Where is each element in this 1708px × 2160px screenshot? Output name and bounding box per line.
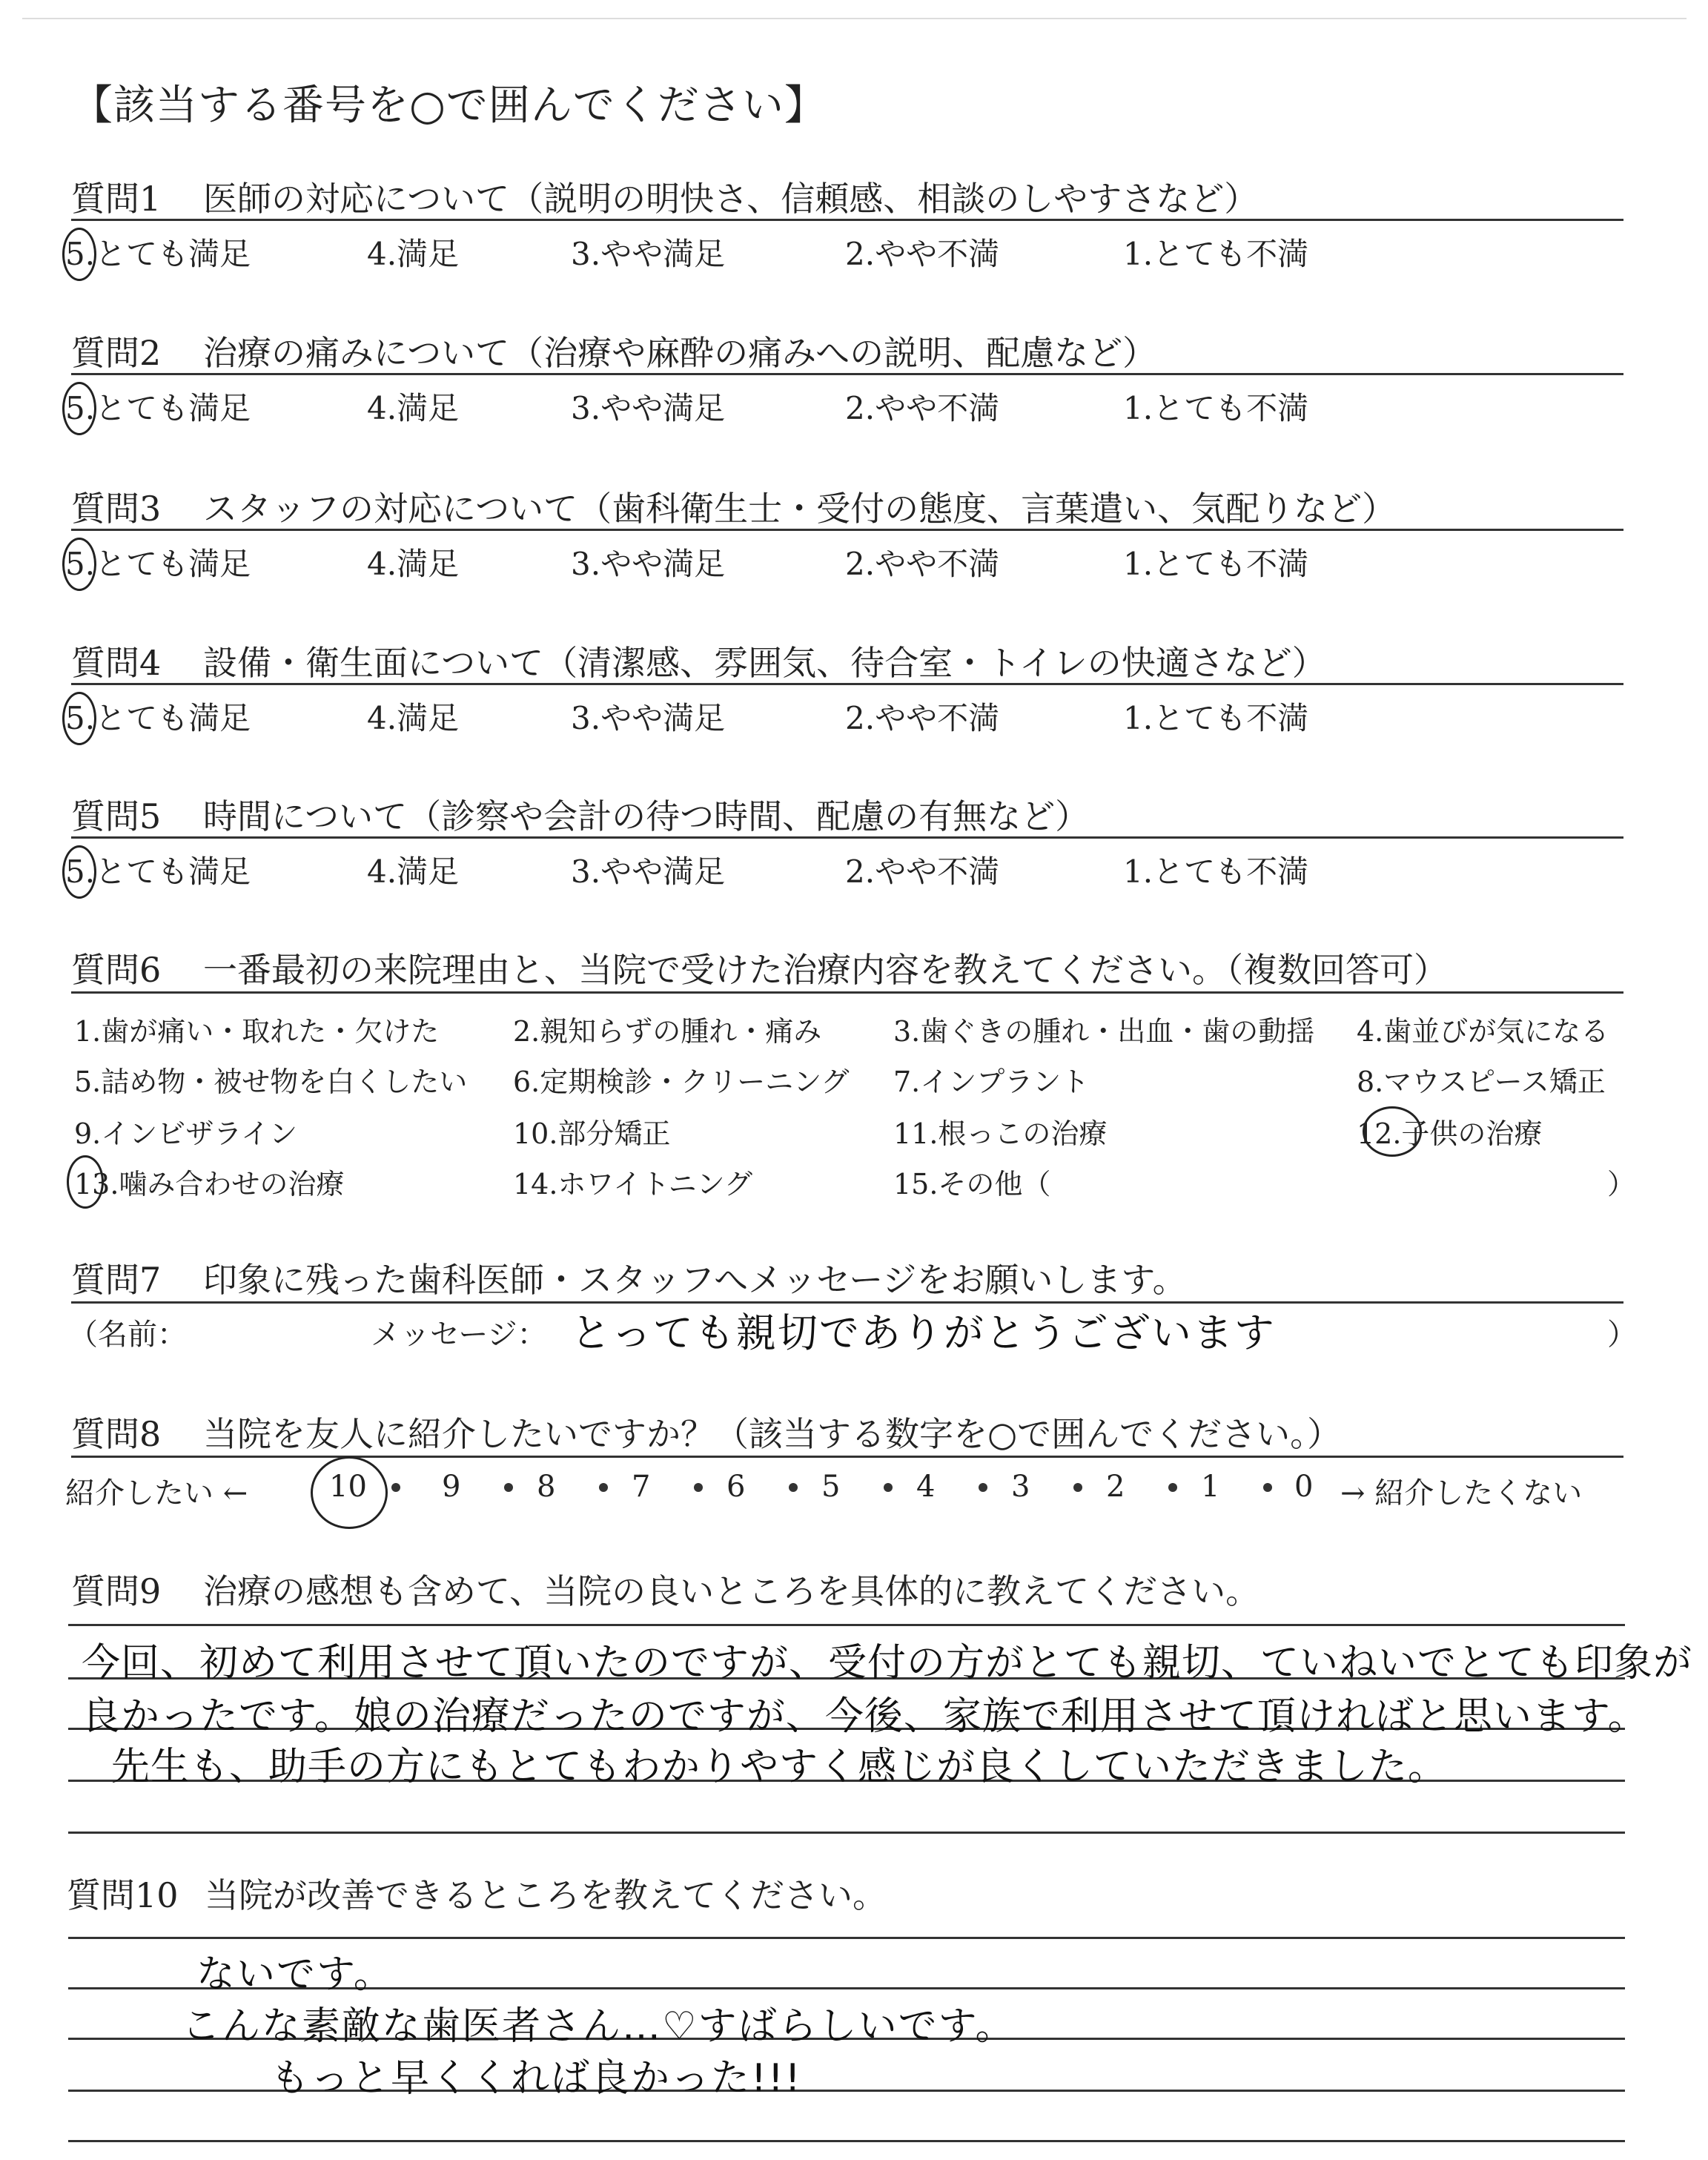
question-text: 当院を友人に紹介したいですか？（該当する数字を○で囲んでください。） [203,1414,1342,1454]
scale-dot [504,1483,513,1492]
scan-edge-line [22,18,1687,19]
selected-circle [62,538,96,591]
scale-number[interactable]: 9 [442,1470,461,1504]
question-label: 質問7 [71,1260,162,1300]
selected-circle [62,228,96,281]
scale-dot [1073,1483,1082,1492]
rating-option[interactable]: 2.やや不満 [845,700,1000,736]
question-text: 一番最初の来院理由と、当院で受けた治療内容を教えてください。（複数回答可） [203,950,1448,990]
treatment-option[interactable]: 2.親知らずの腫れ・痛み [513,1015,822,1048]
rating-option[interactable]: 3.やや満足 [571,546,726,582]
answer-line [68,1832,1625,1834]
scale-number[interactable]: 0 [1294,1470,1314,1504]
scale-number[interactable]: 4 [916,1470,936,1504]
treatment-option[interactable]: 7.インプラント [893,1066,1090,1098]
question-text: 印象に残った歯科医師・スタッフへメッセージをお願いします。 [203,1260,1187,1300]
rating-option[interactable]: 1.とても不満 [1123,700,1309,736]
rating-option[interactable]: 4.満足 [367,236,460,272]
scale-dot [979,1483,987,1492]
scale-dot [694,1483,703,1492]
rating-option[interactable]: 1.とても不満 [1123,853,1309,890]
question-underline [71,373,1623,375]
treatment-option[interactable]: 13.噛み合わせの治療 [74,1168,345,1200]
treatment-option[interactable]: 1.歯が痛い・取れた・欠けた [74,1015,440,1048]
scale-number[interactable]: 2 [1106,1470,1125,1504]
scale-number[interactable]: 3 [1011,1470,1030,1504]
handwritten-answer: 良かったです。娘の治療だったのですが、今後、家族で利用させて頂ければと思います。 [82,1694,1647,1739]
treatment-option[interactable]: 6.定期検診・クリーニング [513,1066,850,1098]
treatment-option[interactable]: 9.インビザライン [74,1117,298,1150]
question-text: 治療の感想も含めて、当院の良いところを具体的に教えてください。 [203,1571,1260,1611]
question-underline [71,1456,1623,1458]
rating-option[interactable]: 5.とても満足 [65,390,251,426]
question-text: 設備・衛生面について（清潔感、雰囲気、待合室・トイレの快適さなど） [203,643,1326,683]
scale-number[interactable]: 7 [632,1470,651,1504]
question-label: 質問9 [71,1571,162,1611]
handwritten-answer: ないです。 [196,1952,394,1997]
question-label: 質問6 [71,950,162,990]
answer-line [68,1624,1625,1626]
scale-right-label: → 紹介したくない [1340,1476,1583,1510]
question-text: 当院が改善できるところを教えてください。 [205,1875,887,1915]
handwritten-answer: もっと早くくれば良かった!!! [271,2056,802,2101]
handwritten-answer: こんな素敵な歯医者さん…♡すばらしいです。 [182,2004,1016,2049]
question-label: 質問2 [71,333,162,373]
rating-option[interactable]: 3.やや満足 [571,236,726,272]
handwritten-message: とっても親切でありがとうございます [571,1309,1276,1356]
rating-option[interactable]: 1.とても不満 [1123,236,1309,272]
question-text: 医師の対応について（説明の明快さ、信頼感、相談のしやすさなど） [203,179,1259,219]
question-text: 時間について（診察や会計の待つ時間、配慮の有無など） [203,796,1090,836]
question-label: 質問10 [67,1875,179,1915]
message-close: ） [1607,1318,1637,1352]
handwritten-answer: 今回、初めて利用させて頂いたのですが、受付の方がとても親切、ていねいでとても印象が [82,1641,1693,1685]
scale-number[interactable]: 1 [1201,1470,1220,1504]
selected-circle [62,692,96,745]
selected-circle [1363,1106,1422,1157]
scale-number[interactable]: 8 [537,1470,556,1504]
treatment-option[interactable]: 14.ホワイトニング [513,1168,753,1200]
rating-option[interactable]: 3.やや満足 [571,853,726,890]
question-underline [71,836,1623,839]
rating-option[interactable]: 3.やや満足 [571,390,726,426]
rating-option[interactable]: 4.満足 [367,700,460,736]
name-label: （名前： [68,1318,187,1352]
rating-option[interactable]: 3.やや満足 [571,700,726,736]
rating-option[interactable]: 2.やや不満 [845,390,1000,426]
rating-option[interactable]: 1.とても不満 [1123,546,1309,582]
scale-dot [599,1483,608,1492]
scale-number[interactable]: 6 [726,1470,746,1504]
handwritten-answer: 先生も、助手の方にもとてもわかりやすく感じが良くしていただきました。 [111,1745,1448,1789]
question-label: 質問8 [71,1414,162,1454]
rating-option[interactable]: 4.満足 [367,390,460,426]
treatment-option[interactable]: ） [1607,1168,1636,1200]
treatment-option[interactable]: 10.部分矯正 [513,1117,671,1150]
question-label: 質問5 [71,796,162,836]
question-text: スタッフの対応について（歯科衛生士・受付の態度、言葉遣い、気配りなど） [203,489,1397,529]
rating-option[interactable]: 2.やや不満 [845,853,1000,890]
question-underline [71,529,1623,531]
rating-option[interactable]: 4.満足 [367,853,460,890]
question-underline [71,991,1623,994]
message-label: メッセージ： [371,1318,547,1352]
rating-option[interactable]: 5.とても満足 [65,700,251,736]
question-underline [71,683,1623,685]
rating-option[interactable]: 1.とても不満 [1123,390,1309,426]
question-underline [71,219,1623,221]
scale-dot [789,1483,798,1492]
scale-dot [884,1483,893,1492]
scale-number[interactable]: 5 [821,1470,841,1504]
rating-option[interactable]: 2.やや不満 [845,546,1000,582]
page-title: 【該当する番号を○で囲んでください】 [71,82,827,130]
scale-number[interactable]: 10 [329,1470,367,1504]
rating-option[interactable]: 5.とても満足 [65,236,251,272]
question-label: 質問4 [71,643,162,683]
selected-circle [62,845,96,899]
treatment-option[interactable]: 8.マウスピース矯正 [1357,1066,1606,1098]
selected-circle [67,1155,104,1209]
answer-line [68,2140,1625,2142]
rating-option[interactable]: 2.やや不満 [845,236,1000,272]
treatment-option[interactable]: 4.歯並びが気になる [1357,1015,1609,1048]
selected-circle [62,382,96,435]
scale-dot [1168,1483,1177,1492]
scale-dot [391,1483,400,1492]
selected-circle [311,1456,388,1529]
treatment-option[interactable]: 3.歯ぐきの腫れ・出血・歯の動揺 [893,1015,1315,1048]
treatment-option[interactable]: 15.その他（ [893,1168,1051,1200]
answer-line [68,1937,1625,1939]
treatment-option[interactable]: 12.子供の治療 [1357,1117,1543,1150]
rating-option[interactable]: 4.満足 [367,546,460,582]
rating-option[interactable]: 5.とても満足 [65,853,251,890]
question-label: 質問1 [71,179,162,219]
treatment-option[interactable]: 11.根っこの治療 [893,1117,1108,1150]
treatment-option[interactable]: 5.詰め物・被せ物を白くしたい [74,1066,468,1098]
question-text: 治療の痛みについて（治療や麻酔の痛みへの説明、配慮など） [203,333,1157,373]
scale-dot [1263,1483,1272,1492]
scale-left-label: 紹介したい ← [65,1476,248,1510]
question-label: 質問3 [71,489,162,529]
rating-option[interactable]: 5.とても満足 [65,546,251,582]
